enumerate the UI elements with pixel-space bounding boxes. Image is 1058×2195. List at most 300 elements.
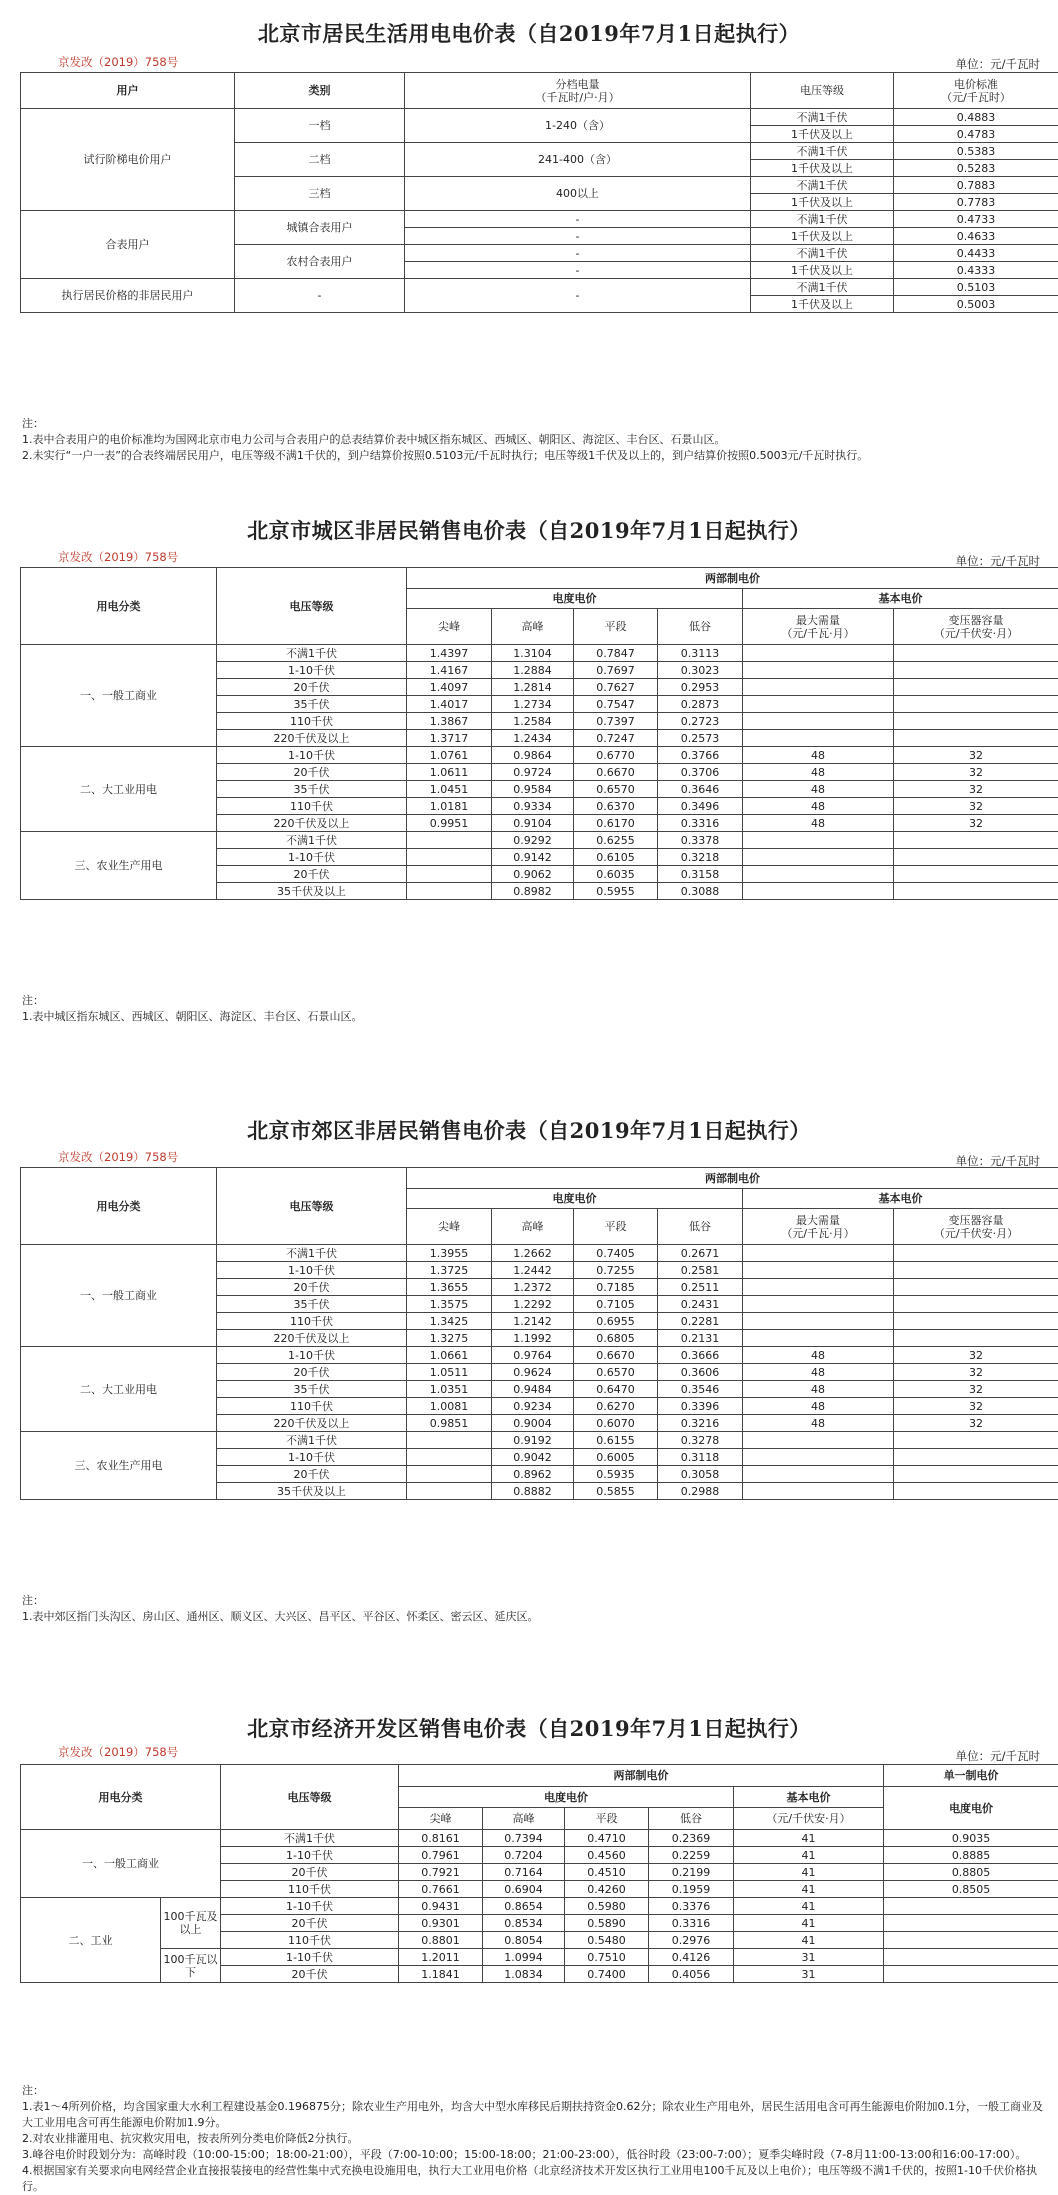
voltage-cell: 不满1千伏 <box>751 211 894 228</box>
voltage-cell: 不满1千伏 <box>221 1830 399 1847</box>
basic-price-cell: 41 <box>734 1915 884 1932</box>
transformer-cell <box>894 1245 1058 1262</box>
transformer-cell <box>894 832 1058 849</box>
subcategory-cell: 100千瓦以下 <box>161 1949 221 1983</box>
price-cell: 0.5283 <box>894 160 1058 177</box>
valley-price-cell: 0.3058 <box>658 1466 743 1483</box>
max-demand-cell: 48 <box>743 764 894 781</box>
voltage-cell: 1千伏及以上 <box>751 160 894 177</box>
voltage-cell: 不满1千伏 <box>217 1432 407 1449</box>
flat-price-cell: 0.5935 <box>574 1466 658 1483</box>
basic-price-cell: 31 <box>734 1949 884 1966</box>
voltage-cell: 20千伏 <box>221 1864 399 1881</box>
transformer-cell: 32 <box>894 1347 1058 1364</box>
flat-price-cell: 0.7405 <box>574 1245 658 1262</box>
flat-price-cell: 0.6670 <box>574 1347 658 1364</box>
valley-price-cell: 0.4126 <box>649 1949 734 1966</box>
max-demand-cell <box>743 713 894 730</box>
price-cell: 0.5003 <box>894 296 1058 313</box>
sharp-price-cell <box>407 1483 492 1500</box>
header-type: 用电分类 <box>21 1765 221 1830</box>
tier-cell: - <box>405 262 751 279</box>
table-row <box>21 211 1058 228</box>
note-item: 2.未实行“一户一表”的合表终端居民用户，电压等级不满1千伏的，到户结算价按照0.5103元/千瓦时执行；电压等级1千伏及以上的，到户结算价按照0.5003元/千瓦时执行。 <box>22 448 1052 464</box>
max-demand-cell <box>743 1483 894 1500</box>
flat-price-cell: 0.5955 <box>574 883 658 900</box>
devzone-price-table <box>20 1764 1058 1983</box>
category-cell: 农村合表用户 <box>235 245 405 279</box>
header-flat: 平段 <box>574 609 658 645</box>
valley-price-cell: 0.3218 <box>658 849 743 866</box>
residential-notes <box>22 416 1052 464</box>
peak-price-cell: 0.9192 <box>492 1432 574 1449</box>
note-item: 3.峰谷电价时段划分为：高峰时段（10:00-15:00；18:00-21:00），平段（7:00-10:00；15:00-18:00；21:00-23:00），低谷时段（23:00-7:00）；夏季尖峰时段（7-8月11:00-13:00和16:00-17:00）。 <box>22 2147 1052 2163</box>
basic-price-cell: 41 <box>734 1830 884 1847</box>
header-peak: 高峰 <box>492 1209 574 1245</box>
flat-price-cell: 0.7627 <box>574 679 658 696</box>
valley-price-cell: 0.3666 <box>658 1347 743 1364</box>
peak-price-cell: 1.2142 <box>492 1313 574 1330</box>
header-user: 用户 <box>21 73 235 109</box>
valley-price-cell: 0.3316 <box>658 815 743 832</box>
max-demand-cell <box>743 1279 894 1296</box>
valley-price-cell: 0.3606 <box>658 1364 743 1381</box>
basic-price-cell: 41 <box>734 1864 884 1881</box>
table-row <box>21 747 1058 764</box>
sharp-price-cell: 0.9851 <box>407 1415 492 1432</box>
table-row <box>21 109 1058 126</box>
valley-price-cell: 0.2281 <box>658 1313 743 1330</box>
price-cell: 0.7883 <box>894 177 1058 194</box>
transformer-cell <box>894 1313 1058 1330</box>
sharp-price-cell: 1.0081 <box>407 1398 492 1415</box>
peak-price-cell: 1.3104 <box>492 645 574 662</box>
peak-price-cell: 0.7164 <box>483 1864 565 1881</box>
header-transformer-label: 变压器容量 <box>894 614 1058 627</box>
header-basic: 基本电价 <box>743 1189 1058 1209</box>
doc-number: 京发改（2019）758号 <box>58 1744 178 1760</box>
peak-price-cell: 0.9584 <box>492 781 574 798</box>
residential-table-title: 北京市居民生活用电电价表（自2019年7月1日起执行） <box>0 18 1058 48</box>
valley-price-cell: 0.2873 <box>658 696 743 713</box>
category-cell: 一、一般工商业 <box>21 1245 217 1347</box>
header-single: 单一制电价 <box>884 1765 1058 1787</box>
peak-price-cell: 0.9234 <box>492 1398 574 1415</box>
valley-price-cell: 0.2259 <box>649 1847 734 1864</box>
note-item: 4.根据国家有关要求向电网经营企业直接报装接电的经营性集中式充换电设施用电，执行大工业用电价格（北京经济技术开发区执行工业用电100千瓦及以上电价）；电压等级不满1千伏的，按照1-10千伏价格执行。 <box>22 2163 1052 2195</box>
valley-price-cell: 0.3376 <box>649 1898 734 1915</box>
header-transformer-unit: （元/千伏安·月） <box>894 627 1058 640</box>
peak-price-cell: 0.7204 <box>483 1847 565 1864</box>
sharp-price-cell <box>407 1449 492 1466</box>
peak-price-cell: 0.9764 <box>492 1347 574 1364</box>
max-demand-cell <box>743 1330 894 1347</box>
valley-price-cell: 0.3113 <box>658 645 743 662</box>
flat-price-cell: 0.6570 <box>574 781 658 798</box>
peak-price-cell: 1.2584 <box>492 713 574 730</box>
voltage-cell: 不满1千伏 <box>751 143 894 160</box>
header-max-demand-unit: （元/千瓦·月） <box>743 1227 893 1240</box>
header-sharp: 尖峰 <box>399 1808 483 1830</box>
max-demand-cell: 48 <box>743 1381 894 1398</box>
suburban-table-body <box>21 1245 1058 1500</box>
category-cell: 三、农业生产用电 <box>21 832 217 900</box>
peak-price-cell: 0.8534 <box>483 1915 565 1932</box>
note-item: 2.对农业排灌用电、抗灾救灾用电，按表所列分类电价降低2分执行。 <box>22 2131 1052 2147</box>
valley-price-cell: 0.3706 <box>658 764 743 781</box>
single-price-cell <box>884 1949 1058 1966</box>
max-demand-cell: 48 <box>743 1347 894 1364</box>
header-max-demand-label: 最大需量 <box>743 614 893 627</box>
notes-label: 注： <box>22 416 1052 432</box>
valley-price-cell: 0.3766 <box>658 747 743 764</box>
peak-price-cell: 0.9334 <box>492 798 574 815</box>
peak-price-cell: 0.8654 <box>483 1898 565 1915</box>
urban-price-table <box>20 567 1058 900</box>
voltage-cell: 1-10千伏 <box>221 1847 399 1864</box>
voltage-cell: 不满1千伏 <box>751 245 894 262</box>
header-price-unit: （元/千瓦时） <box>894 91 1058 104</box>
transformer-cell <box>894 1483 1058 1500</box>
table-row <box>21 645 1058 662</box>
flat-price-cell: 0.4260 <box>565 1881 649 1898</box>
header-valley: 低谷 <box>658 1209 743 1245</box>
header-transformer-label: 变压器容量 <box>894 1214 1058 1227</box>
sharp-price-cell: 0.9951 <box>407 815 492 832</box>
header-tier-unit: （千瓦时/户·月） <box>405 91 750 104</box>
sharp-price-cell: 1.1841 <box>399 1966 483 1983</box>
header-valley: 低谷 <box>649 1808 734 1830</box>
valley-price-cell: 0.2573 <box>658 730 743 747</box>
header-two-part: 两部制电价 <box>407 1168 1058 1189</box>
peak-price-cell: 0.7394 <box>483 1830 565 1847</box>
sharp-price-cell <box>407 849 492 866</box>
sharp-price-cell: 1.3655 <box>407 1279 492 1296</box>
note-item: 1.表中城区指东城区、西城区、朝阳区、海淀区、丰台区、石景山区。 <box>22 1009 1052 1025</box>
residential-table-body <box>21 109 1058 313</box>
voltage-cell: 1-10千伏 <box>217 1347 407 1364</box>
devzone-table-body <box>21 1830 1058 1983</box>
category-cell: - <box>235 279 405 313</box>
header-sharp: 尖峰 <box>407 1209 492 1245</box>
single-price-cell: 0.8505 <box>884 1881 1058 1898</box>
max-demand-cell <box>743 832 894 849</box>
suburban-price-table <box>20 1167 1058 1500</box>
header-type: 用电分类 <box>21 1168 217 1245</box>
urban-table-title: 北京市城区非居民销售电价表（自2019年7月1日起执行） <box>0 515 1058 545</box>
max-demand-cell <box>743 1449 894 1466</box>
suburban-table-title: 北京市郊区非居民销售电价表（自2019年7月1日起执行） <box>0 1115 1058 1145</box>
user-cell: 合表用户 <box>21 211 235 279</box>
price-cell: 0.4883 <box>894 109 1058 126</box>
sharp-price-cell: 1.3955 <box>407 1245 492 1262</box>
devzone-section <box>0 1705 1058 2193</box>
flat-price-cell: 0.6805 <box>574 1330 658 1347</box>
valley-price-cell: 0.3278 <box>658 1432 743 1449</box>
header-voltage: 电压等级 <box>751 73 894 109</box>
header-transformer <box>894 1209 1058 1245</box>
transformer-cell <box>894 1449 1058 1466</box>
price-cell: 0.5103 <box>894 279 1058 296</box>
max-demand-cell <box>743 1432 894 1449</box>
peak-price-cell: 0.9104 <box>492 815 574 832</box>
valley-price-cell: 0.2131 <box>658 1330 743 1347</box>
peak-price-cell: 0.6904 <box>483 1881 565 1898</box>
single-price-cell: 0.8805 <box>884 1864 1058 1881</box>
unit-label: 单位：元/千瓦时 <box>956 1748 1040 1764</box>
subcategory-cell: 100千瓦及以上 <box>161 1898 221 1949</box>
sharp-price-cell: 1.3725 <box>407 1262 492 1279</box>
sharp-price-cell: 0.8161 <box>399 1830 483 1847</box>
header-basic: 基本电价 <box>734 1787 884 1808</box>
voltage-cell: 110千伏 <box>217 713 407 730</box>
tier-cell: 1-240（含） <box>405 109 751 143</box>
sharp-price-cell: 1.0351 <box>407 1381 492 1398</box>
sharp-price-cell: 1.0661 <box>407 1347 492 1364</box>
sharp-price-cell: 0.7661 <box>399 1881 483 1898</box>
voltage-cell: 220千伏及以上 <box>217 1330 407 1347</box>
sharp-price-cell: 1.0511 <box>407 1364 492 1381</box>
voltage-cell: 1-10千伏 <box>217 1449 407 1466</box>
flat-price-cell: 0.7510 <box>565 1949 649 1966</box>
peak-price-cell: 0.9004 <box>492 1415 574 1432</box>
header-max-demand-unit: （元/千瓦·月） <box>743 627 893 640</box>
peak-price-cell: 0.9062 <box>492 866 574 883</box>
valley-price-cell: 0.2511 <box>658 1279 743 1296</box>
price-cell: 0.5383 <box>894 143 1058 160</box>
transformer-cell <box>894 696 1058 713</box>
valley-price-cell: 0.2581 <box>658 1262 743 1279</box>
transformer-cell <box>894 1262 1058 1279</box>
max-demand-cell: 48 <box>743 1415 894 1432</box>
header-flat: 平段 <box>565 1808 649 1830</box>
sharp-price-cell: 1.4397 <box>407 645 492 662</box>
header-voltage: 电压等级 <box>221 1765 399 1830</box>
transformer-cell <box>894 713 1058 730</box>
header-tier <box>405 73 751 109</box>
sharp-price-cell: 0.9301 <box>399 1915 483 1932</box>
transformer-cell <box>894 679 1058 696</box>
sharp-price-cell: 1.0181 <box>407 798 492 815</box>
basic-price-cell: 41 <box>734 1881 884 1898</box>
voltage-cell: 35千伏 <box>217 696 407 713</box>
voltage-cell: 1千伏及以上 <box>751 262 894 279</box>
table-row <box>21 832 1058 849</box>
price-cell: 0.4333 <box>894 262 1058 279</box>
sharp-price-cell: 1.0611 <box>407 764 492 781</box>
voltage-cell: 35千伏及以上 <box>217 1483 407 1500</box>
flat-price-cell: 0.7697 <box>574 662 658 679</box>
transformer-cell <box>894 883 1058 900</box>
peak-price-cell: 0.9142 <box>492 849 574 866</box>
doc-number: 京发改（2019）758号 <box>58 549 178 565</box>
category-cell: 三档 <box>235 177 405 211</box>
transformer-cell: 32 <box>894 781 1058 798</box>
valley-price-cell: 0.1959 <box>649 1881 734 1898</box>
user-cell: 试行阶梯电价用户 <box>21 109 235 211</box>
voltage-cell: 220千伏及以上 <box>217 730 407 747</box>
basic-price-cell: 41 <box>734 1898 884 1915</box>
notes-label: 注： <box>22 993 1052 1009</box>
flat-price-cell: 0.4510 <box>565 1864 649 1881</box>
sharp-price-cell: 1.3275 <box>407 1330 492 1347</box>
tier-cell: - <box>405 245 751 262</box>
voltage-cell: 110千伏 <box>221 1932 399 1949</box>
voltage-cell: 不满1千伏 <box>217 645 407 662</box>
max-demand-cell: 48 <box>743 1398 894 1415</box>
transformer-cell: 32 <box>894 747 1058 764</box>
flat-price-cell: 0.4560 <box>565 1847 649 1864</box>
sharp-price-cell <box>407 1432 492 1449</box>
category-cell: 城镇合表用户 <box>235 211 405 245</box>
voltage-cell: 20千伏 <box>221 1966 399 1983</box>
peak-price-cell: 1.2662 <box>492 1245 574 1262</box>
transformer-cell <box>894 1466 1058 1483</box>
single-price-cell: 0.8885 <box>884 1847 1058 1864</box>
suburban-notes <box>22 1593 1052 1625</box>
devzone-table-title: 北京市经济开发区销售电价表（自2019年7月1日起执行） <box>0 1713 1058 1743</box>
header-two-part: 两部制电价 <box>407 568 1058 589</box>
voltage-cell: 1-10千伏 <box>217 1262 407 1279</box>
valley-price-cell: 0.2671 <box>658 1245 743 1262</box>
voltage-cell: 35千伏 <box>217 1296 407 1313</box>
sharp-price-cell <box>407 883 492 900</box>
voltage-cell: 35千伏 <box>217 781 407 798</box>
flat-price-cell: 0.6035 <box>574 866 658 883</box>
header-price-label: 电价标准 <box>894 78 1058 91</box>
valley-price-cell: 0.2723 <box>658 713 743 730</box>
voltage-cell: 110千伏 <box>221 1881 399 1898</box>
header-single-energy: 电度电价 <box>884 1787 1058 1830</box>
voltage-cell: 不满1千伏 <box>751 177 894 194</box>
table-row <box>21 1432 1058 1449</box>
voltage-cell: 220千伏及以上 <box>217 815 407 832</box>
max-demand-cell <box>743 849 894 866</box>
tier-cell: 400以上 <box>405 177 751 211</box>
flat-price-cell: 0.5890 <box>565 1915 649 1932</box>
header-category: 类别 <box>235 73 405 109</box>
header-two-part: 两部制电价 <box>399 1765 884 1787</box>
max-demand-cell <box>743 1262 894 1279</box>
header-peak: 高峰 <box>483 1808 565 1830</box>
header-flat: 平段 <box>574 1209 658 1245</box>
table-row <box>21 1949 1058 1966</box>
transformer-cell <box>894 1330 1058 1347</box>
header-transformer-unit: （元/千伏安·月） <box>894 1227 1058 1240</box>
valley-price-cell: 0.3496 <box>658 798 743 815</box>
valley-price-cell: 0.2369 <box>649 1830 734 1847</box>
flat-price-cell: 0.6255 <box>574 832 658 849</box>
valley-price-cell: 0.4056 <box>649 1966 734 1983</box>
note-item: 1.表中郊区指门头沟区、房山区、通州区、顺义区、大兴区、昌平区、平谷区、怀柔区、密云区、延庆区。 <box>22 1609 1052 1625</box>
sharp-price-cell: 0.8801 <box>399 1932 483 1949</box>
sharp-price-cell: 1.2011 <box>399 1949 483 1966</box>
table-row <box>21 1347 1058 1364</box>
urban-notes <box>22 993 1052 1025</box>
single-price-cell <box>884 1932 1058 1949</box>
unit-label: 单位：元/千瓦时 <box>956 1153 1040 1169</box>
price-cell: 0.7783 <box>894 194 1058 211</box>
voltage-cell: 1-10千伏 <box>221 1949 399 1966</box>
voltage-cell: 20千伏 <box>221 1915 399 1932</box>
flat-price-cell: 0.6955 <box>574 1313 658 1330</box>
basic-price-cell: 31 <box>734 1966 884 1983</box>
flat-price-cell: 0.4710 <box>565 1830 649 1847</box>
header-price <box>894 73 1058 109</box>
header-max-demand-label: 最大需量 <box>743 1214 893 1227</box>
transformer-cell: 32 <box>894 815 1058 832</box>
peak-price-cell: 1.2814 <box>492 679 574 696</box>
single-price-cell <box>884 1915 1058 1932</box>
notes-label: 注： <box>22 2083 1052 2099</box>
price-cell: 0.4633 <box>894 228 1058 245</box>
max-demand-cell <box>743 696 894 713</box>
max-demand-cell: 48 <box>743 1364 894 1381</box>
max-demand-cell: 48 <box>743 747 894 764</box>
sharp-price-cell: 0.9431 <box>399 1898 483 1915</box>
flat-price-cell: 0.6170 <box>574 815 658 832</box>
voltage-cell: 220千伏及以上 <box>217 1415 407 1432</box>
table-row <box>21 1830 1058 1847</box>
valley-price-cell: 0.3216 <box>658 1415 743 1432</box>
valley-price-cell: 0.3378 <box>658 832 743 849</box>
max-demand-cell <box>743 866 894 883</box>
peak-price-cell: 0.8982 <box>492 883 574 900</box>
unit-label: 单位：元/千瓦时 <box>956 56 1040 72</box>
sharp-price-cell: 1.4097 <box>407 679 492 696</box>
category-cell: 二档 <box>235 143 405 177</box>
devzone-notes <box>22 2083 1052 2195</box>
max-demand-cell: 48 <box>743 781 894 798</box>
voltage-cell: 20千伏 <box>217 679 407 696</box>
voltage-cell: 1千伏及以上 <box>751 296 894 313</box>
flat-price-cell: 0.6770 <box>574 747 658 764</box>
peak-price-cell: 0.9624 <box>492 1364 574 1381</box>
header-valley: 低谷 <box>658 609 743 645</box>
flat-price-cell: 0.6070 <box>574 1415 658 1432</box>
voltage-cell: 20千伏 <box>217 1279 407 1296</box>
header-energy: 电度电价 <box>399 1787 734 1808</box>
sharp-price-cell: 0.7961 <box>399 1847 483 1864</box>
table-row <box>21 1245 1058 1262</box>
flat-price-cell: 0.5980 <box>565 1898 649 1915</box>
flat-price-cell: 0.7185 <box>574 1279 658 1296</box>
flat-price-cell: 0.5480 <box>565 1932 649 1949</box>
peak-price-cell: 0.9724 <box>492 764 574 781</box>
valley-price-cell: 0.3316 <box>649 1915 734 1932</box>
user-cell: 执行居民价格的非居民用户 <box>21 279 235 313</box>
sharp-price-cell: 1.0761 <box>407 747 492 764</box>
voltage-cell: 1千伏及以上 <box>751 126 894 143</box>
header-voltage: 电压等级 <box>217 1168 407 1245</box>
voltage-cell: 1千伏及以上 <box>751 228 894 245</box>
category-cell: 一档 <box>235 109 405 143</box>
price-cell: 0.4733 <box>894 211 1058 228</box>
peak-price-cell: 1.2884 <box>492 662 574 679</box>
sharp-price-cell: 1.4167 <box>407 662 492 679</box>
header-max-demand <box>743 609 894 645</box>
flat-price-cell: 0.7547 <box>574 696 658 713</box>
peak-price-cell: 1.2372 <box>492 1279 574 1296</box>
transformer-cell <box>894 1279 1058 1296</box>
flat-price-cell: 0.5855 <box>574 1483 658 1500</box>
valley-price-cell: 0.2988 <box>658 1483 743 1500</box>
voltage-cell: 1-10千伏 <box>217 849 407 866</box>
max-demand-cell <box>743 1313 894 1330</box>
valley-price-cell: 0.2431 <box>658 1296 743 1313</box>
peak-price-cell: 1.0834 <box>483 1966 565 1983</box>
category-cell: 一、一般工商业 <box>21 1830 221 1898</box>
